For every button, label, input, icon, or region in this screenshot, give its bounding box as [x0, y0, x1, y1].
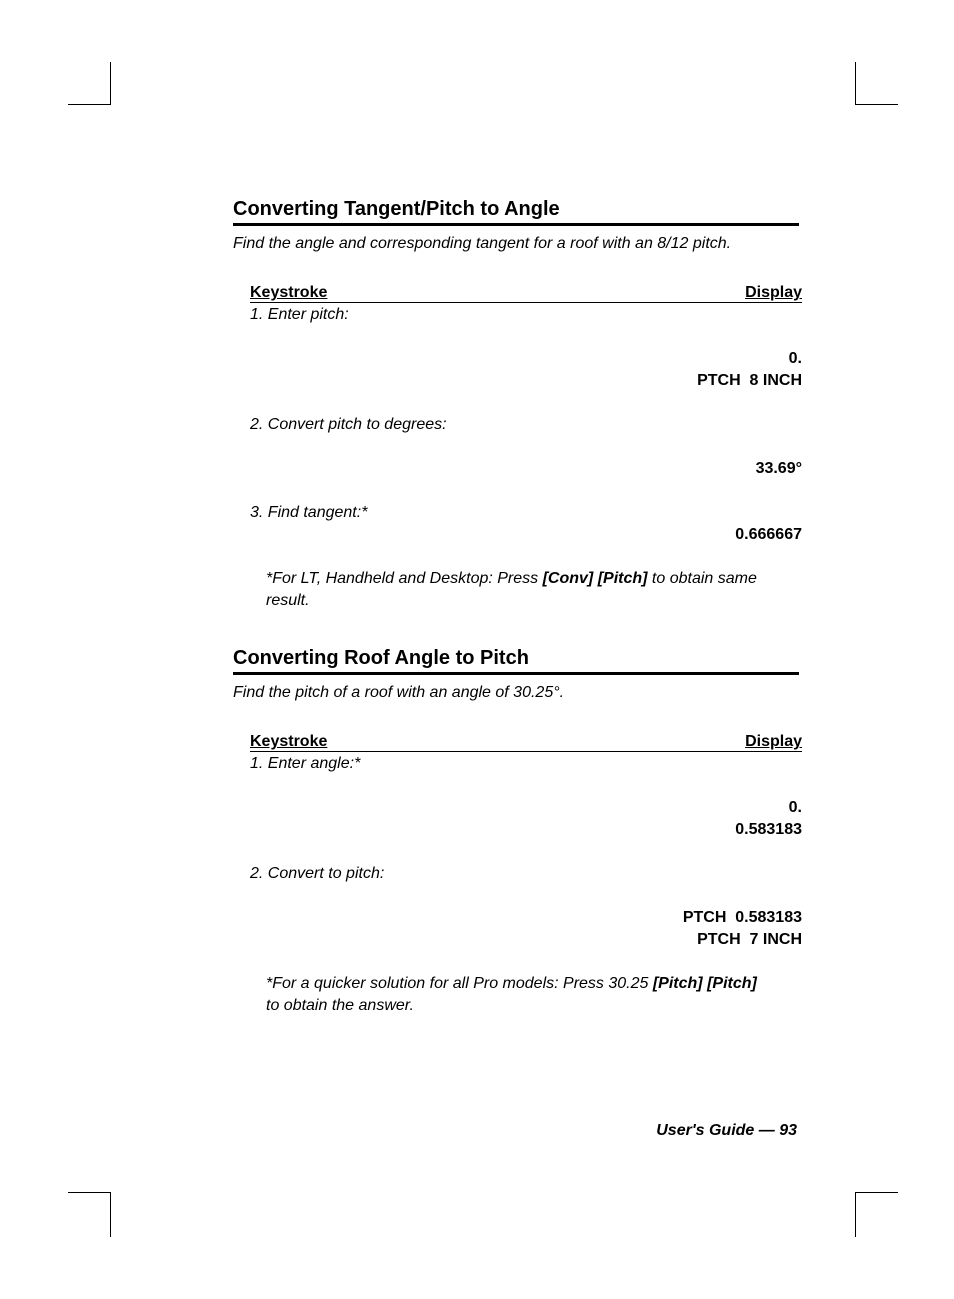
display-header: Display [745, 284, 802, 301]
display-value: PTCH 7 INCH [697, 931, 802, 948]
display-value: PTCH 8 INCH [697, 372, 802, 389]
page-footer: User's Guide — 93 [656, 1122, 797, 1139]
section-intro: Find the angle and corresponding tangent for a roof with an 8/12 pitch. [233, 235, 732, 252]
step-label: 2. Convert pitch to degrees: [250, 416, 447, 433]
display-value: PTCH 0.583183 [682, 909, 802, 926]
display-value: 0. [788, 350, 802, 367]
key-label: [Pitch] [597, 570, 648, 587]
crop-mark [855, 104, 898, 105]
display-value: 0.583183 [735, 821, 802, 838]
footnote [266, 568, 786, 612]
table-header [250, 284, 802, 303]
crop-mark [110, 62, 111, 105]
footnote [266, 973, 766, 1017]
crop-mark [68, 104, 111, 105]
section-title: Converting Roof Angle to Pitch [233, 646, 799, 675]
keystroke-header: Keystroke [250, 284, 328, 301]
step-label: 2. Convert to pitch: [250, 865, 385, 882]
crop-mark [855, 1192, 898, 1193]
crop-mark [68, 1192, 111, 1193]
section-title: Converting Tangent/Pitch to Angle [233, 197, 799, 226]
crop-mark [110, 1192, 111, 1237]
display-value: 33.69° [755, 460, 802, 477]
note-text: *For a quicker solution for all Pro models: Press 30.25 [266, 975, 653, 992]
crop-mark [855, 62, 856, 105]
display-header: Display [745, 733, 802, 750]
table-header [250, 733, 802, 752]
note-text: to obtain same result. [266, 570, 757, 609]
step-label: 1. Enter angle:* [250, 755, 361, 772]
step-label: 1. Enter pitch: [250, 306, 349, 323]
display-value: 0.666667 [735, 526, 802, 543]
note-text: to obtain the answer. [266, 997, 414, 1014]
keystroke-header: Keystroke [250, 733, 328, 750]
step-label: 3. Find tangent:* [250, 504, 368, 521]
display-value: 0. [788, 799, 802, 816]
crop-mark [855, 1192, 856, 1237]
key-label: [Conv] [542, 570, 594, 587]
key-label: [Pitch] [652, 975, 703, 992]
note-text: *For LT, Handheld and Desktop: Press [266, 570, 543, 587]
section-intro: Find the pitch of a roof with an angle of 30.25°. [233, 684, 565, 701]
key-label: [Pitch] [707, 975, 757, 992]
